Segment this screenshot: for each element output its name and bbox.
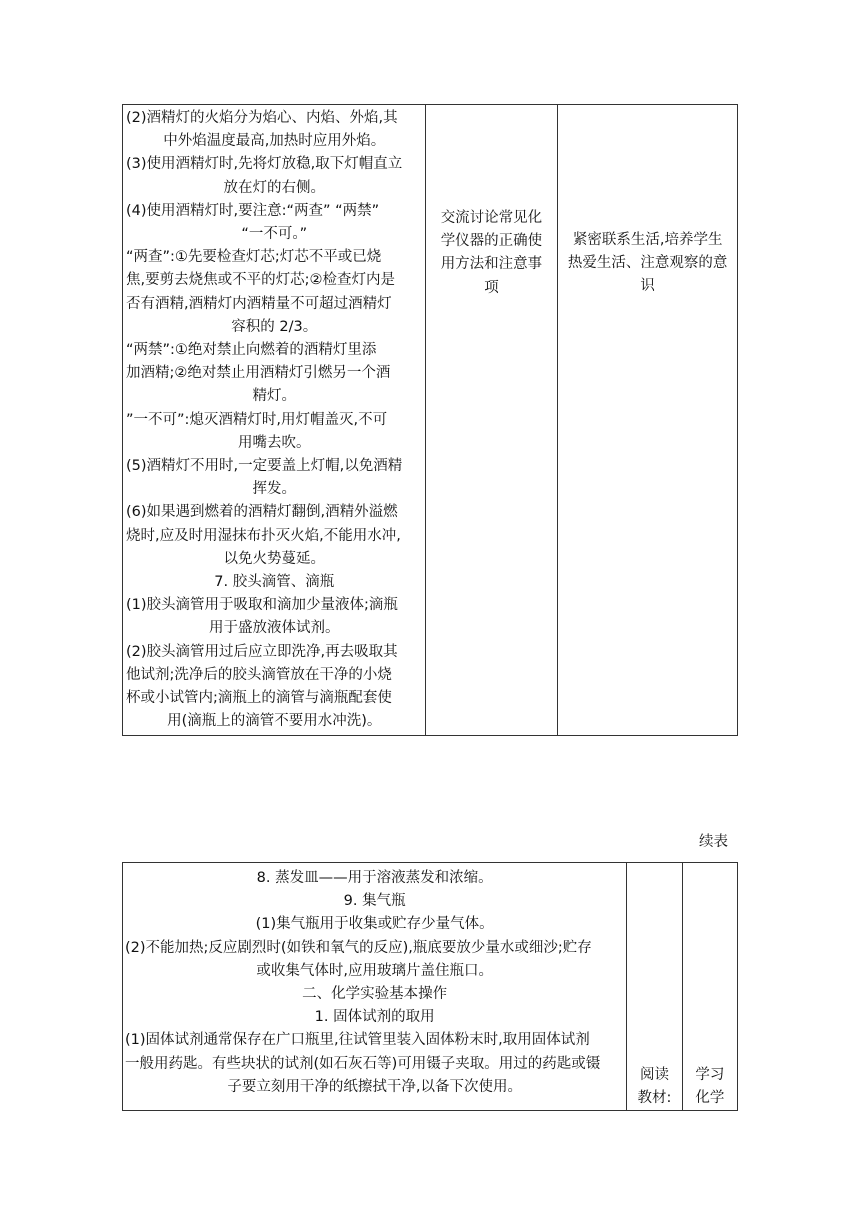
- text-line: 放在灯的右侧。: [223, 179, 326, 196]
- text-line: 学习: [695, 1067, 725, 1083]
- text-line: 挥发。: [252, 481, 297, 498]
- table-row: [123, 863, 738, 1111]
- content-cell: [123, 863, 627, 1111]
- text-line: 以免火势蔓延。: [223, 550, 326, 567]
- text-line: 烧时,应及时用湿抹布扑灭火焰,不能用水冲,: [126, 527, 401, 544]
- activity-lines: [627, 1064, 681, 1110]
- table-row: [123, 105, 738, 736]
- text-line: 他试剂;洗净后的胶头滴管放在干净的小烧: [126, 666, 392, 683]
- intent-cell: [558, 105, 738, 736]
- continuation-table-top: [122, 104, 738, 736]
- text-line: ”一不可”:熄灭酒精灯时,用灯帽盖灭,不可: [126, 411, 388, 428]
- text-line: “两禁”:①绝对禁止向燃着的酒精灯里添: [126, 342, 377, 359]
- text-line: 1. 固体试剂的取用: [314, 1009, 435, 1026]
- content-lines: [125, 867, 624, 1099]
- text-line: 加酒精;②绝对禁止用酒精灯引燃另一个酒: [126, 365, 391, 382]
- text-line: 化学: [695, 1090, 725, 1107]
- text-line: 二、化学实验基本操作: [302, 986, 448, 1003]
- text-line: “两查”:①先要检查灯芯;灯芯不平或已烧: [126, 249, 382, 266]
- text-line: (6)如果遇到燃着的酒精灯翻倒,酒精外溢燃: [126, 504, 398, 521]
- content-lines: [126, 107, 423, 733]
- continued-table-label: 续表: [699, 834, 728, 850]
- text-line: (4)使用酒精灯时,要注意:“两查” “两禁”: [126, 202, 380, 219]
- text-line: (1)固体试剂通常保存在广口瓶里,往试管里装入固体粉末时,取用固体试剂: [125, 1032, 590, 1049]
- text-line: 识: [640, 278, 655, 295]
- text-line: 精灯。: [252, 388, 297, 405]
- text-line: 交流讨论常见化: [440, 210, 543, 226]
- text-line: 杯或小试管内;滴瓶上的滴管与滴瓶配套使: [126, 690, 392, 707]
- continuation-table-bottom: [122, 862, 738, 1111]
- intent-lines: [683, 1064, 737, 1110]
- activity-cell: [627, 863, 682, 1111]
- text-line: (1)胶头滴管用于吸取和滴加少量液体;滴瓶: [126, 597, 398, 614]
- text-line: 用于盛放液体试剂。: [209, 620, 340, 637]
- text-line: 否有酒精,酒精灯内酒精量不可超过酒精灯: [126, 295, 392, 312]
- text-line: 容积的 2/3。: [231, 318, 318, 335]
- intent-lines: [558, 229, 737, 299]
- text-line: 紧密联系生活,培养学生: [572, 232, 723, 248]
- text-line: 或收集气体时,应用玻璃片盖住瓶口。: [256, 962, 493, 979]
- text-line: (2)不能加热;反应剧烈时(如铁和氧气的反应),瓶底要放少量水或细沙;贮存: [125, 939, 592, 956]
- text-line: 中外焰温度最高,加热时应用外焰。: [163, 133, 386, 150]
- activity-cell: [425, 105, 558, 736]
- text-line: 焦,要剪去烧焦或不平的灯芯;②检查灯内是: [126, 272, 395, 289]
- text-line: 9. 集气瓶: [343, 893, 406, 910]
- text-line: (5)酒精灯不用时,一定要盖上灯帽,以免酒精: [126, 458, 403, 475]
- text-line: 学仪器的正确使: [440, 233, 543, 250]
- text-line: 用嘴去吹。: [238, 434, 311, 451]
- text-line: 热爱生活、注意观察的意: [567, 255, 728, 272]
- text-line: 教材:: [637, 1090, 672, 1107]
- intent-cell: [682, 863, 737, 1111]
- text-line: (3)使用酒精灯时,先将灯放稳,取下灯帽直立: [126, 156, 403, 173]
- text-line: 用(滴瓶上的滴管不要用水冲洗)。: [167, 713, 382, 730]
- text-line: 7. 胶头滴管、滴瓶: [214, 574, 335, 591]
- text-line: (1)集气瓶用于收集或贮存少量气体。: [255, 916, 494, 933]
- text-line: 阅读: [640, 1067, 669, 1083]
- activity-lines: [426, 207, 558, 300]
- text-line: 子要立刻用干净的纸擦拭干净,以备下次使用。: [227, 1078, 522, 1095]
- text-line: 8. 蒸发皿——用于溶液蒸发和浓缩。: [256, 870, 493, 886]
- text-line: (2)胶头滴管用过后应立即洗净,再去吸取其: [126, 643, 398, 660]
- text-line: (2)酒精灯的火焰分为焰心、内焰、外焰,其: [126, 110, 398, 126]
- text-line: 一般用药匙。有些块状的试剂(如石灰石等)可用镊子夹取。用过的药匙或镊: [125, 1055, 601, 1072]
- text-line: 项: [484, 279, 499, 296]
- text-line: 用方法和注意事: [440, 256, 543, 273]
- content-cell: [123, 105, 426, 736]
- text-line: “一不可。”: [241, 226, 308, 243]
